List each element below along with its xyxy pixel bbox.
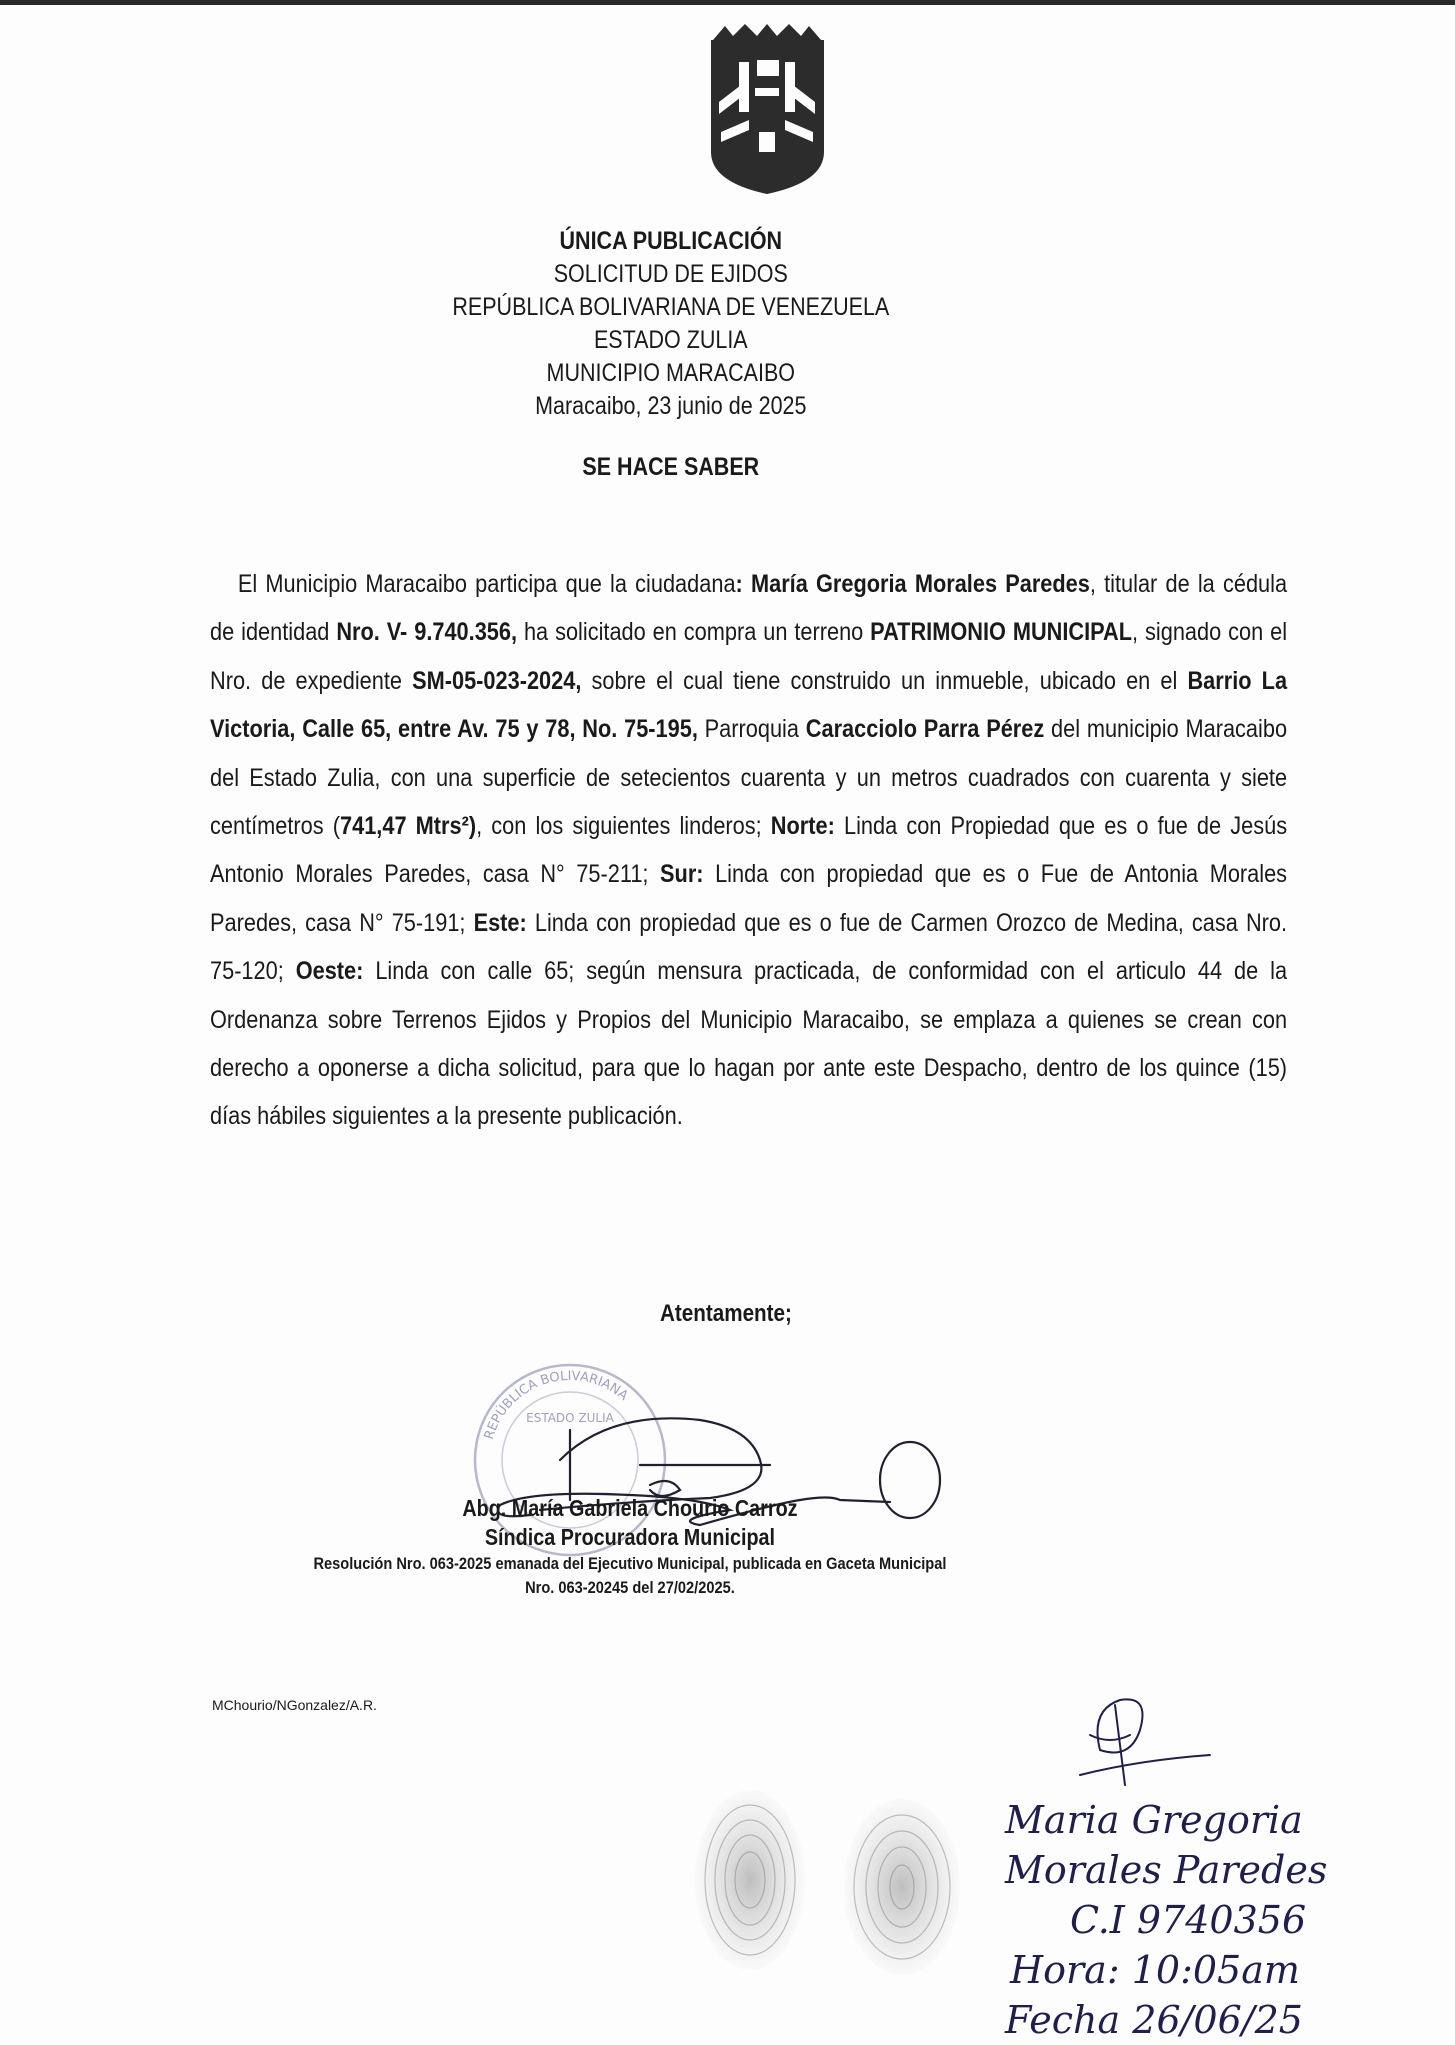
fingerprint-left — [690, 1785, 810, 1975]
stamp-text-outer: REPÚBLICA BOLIVARIANA — [481, 1368, 631, 1442]
applicant-signature — [1060, 1690, 1220, 1800]
place-date: Maracaibo, 23 junio de 2025 — [535, 392, 807, 420]
stamp-text-inner: ESTADO ZULIA — [526, 1411, 614, 1425]
notice-paragraph: El Municipio Maracaibo participa que la ciudadana: María Gregoria Morales Paredes, titular de la cédula de identidad Nro. V- 9.740.356, ha solicitado en compra un terreno PATRIMONIO MUNICIPAL, signado con el Nro. de expediente SM-05-023-2024, sobre el cual tiene construido un inmueble, ubicado en el Barrio La Victoria, Calle 65, entre Av. 75 y 78, No. 75-195, Parroquia Caracciolo Parra Pérez del municipio Maracaibo del Estado Zulia, con una superficie de setecientos cuarenta y un metros cuadrados con cuarenta y siete centímetros (741,47 Mtrs²), con los siguientes linderos; Norte: Linda con Propiedad que es o fue de Jesús Antonio Morales Paredes, casa N° 75-211; Sur: Linda con propiedad que es o Fue de Antonia Morales Paredes, casa N° 75-191; Este: Linda con propiedad que es o fue de Carmen Orozco de Medina, casa Nro. 75-120; Oeste: Linda con calle 65; según mensura practicada, de conformidad con el articulo 44 de la Ordenanza sobre Terrenos Ejidos y Propios del Municipio Maracaibo, se emplaza a quienes se crean con derecho a oponerse a dicha solicitud, para que lo hagan por ante este Despacho, dentro de los quince (15) días hábiles siguientes a la presente publicación. — [210, 570, 1288, 1131]
reference-initials: MChourio/NGonzalez/A.R. — [212, 1697, 377, 1713]
notice-body — [210, 560, 1287, 1141]
east-label: Este: — [473, 908, 527, 937]
signer-block — [0, 1494, 1260, 1600]
top-edge-line — [0, 0, 1455, 5]
publication-title: ÚNICA PUBLICACIÓN — [559, 227, 783, 255]
parish: Caracciolo Parra Pérez — [805, 715, 1045, 744]
property-address: Barrio La Victoria, Calle 65, entre Av. 75 y 78, No. 75-195, — [210, 666, 1288, 744]
handwritten-id: C.I 9740356 — [1070, 1898, 1307, 1942]
area: 741,47 Mtrs²) — [340, 812, 477, 841]
id-number: Nro. V- 9.740.356, — [336, 618, 518, 647]
resolution-line-2: Nro. 063-20245 del 27/02/2025. — [525, 1578, 735, 1597]
municipality: MUNICIPIO MARACAIBO — [546, 359, 796, 387]
applicant-name: María Gregoria Morales Paredes — [750, 570, 1090, 598]
handwritten-name: Maria Gregoria Morales Paredes — [1005, 1798, 1328, 1892]
request-type: SOLICITUD DE EJIDOS — [553, 260, 788, 288]
country: REPÚBLICA BOLIVARIANA DE VENEZUELA — [452, 293, 890, 321]
salutation: Atentamente; — [660, 1300, 792, 1327]
handwritten-date: Fecha 26/06/25 — [1005, 1998, 1303, 2042]
applicant-handwritten-block — [1005, 1795, 1455, 2045]
south-label: Sur: — [660, 860, 704, 889]
file-number: SM-05-023-2024, — [412, 666, 582, 695]
header-block — [0, 225, 1342, 423]
municipal-coat-of-arms — [705, 22, 830, 194]
fingerprint-right — [840, 1795, 965, 1980]
signer-title: Síndica Procuradora Municipal — [484, 1524, 776, 1550]
north-label: Norte: — [770, 812, 835, 841]
state: ESTADO ZULIA — [593, 326, 748, 354]
land-type: PATRIMONIO MUNICIPAL — [870, 618, 1133, 647]
handwritten-time: Hora: 10:05am — [1010, 1948, 1300, 1992]
resolution-line-1: Resolución Nro. 063-2025 emanada del Ejecutivo Municipal, publicada en Gaceta Municipal — [313, 1554, 947, 1573]
notice-heading: SE HACE SABER — [582, 453, 760, 481]
signer-name: Abg. María Gabriela Chourio Carroz — [462, 1495, 798, 1521]
west-label: Oeste: — [295, 957, 364, 986]
